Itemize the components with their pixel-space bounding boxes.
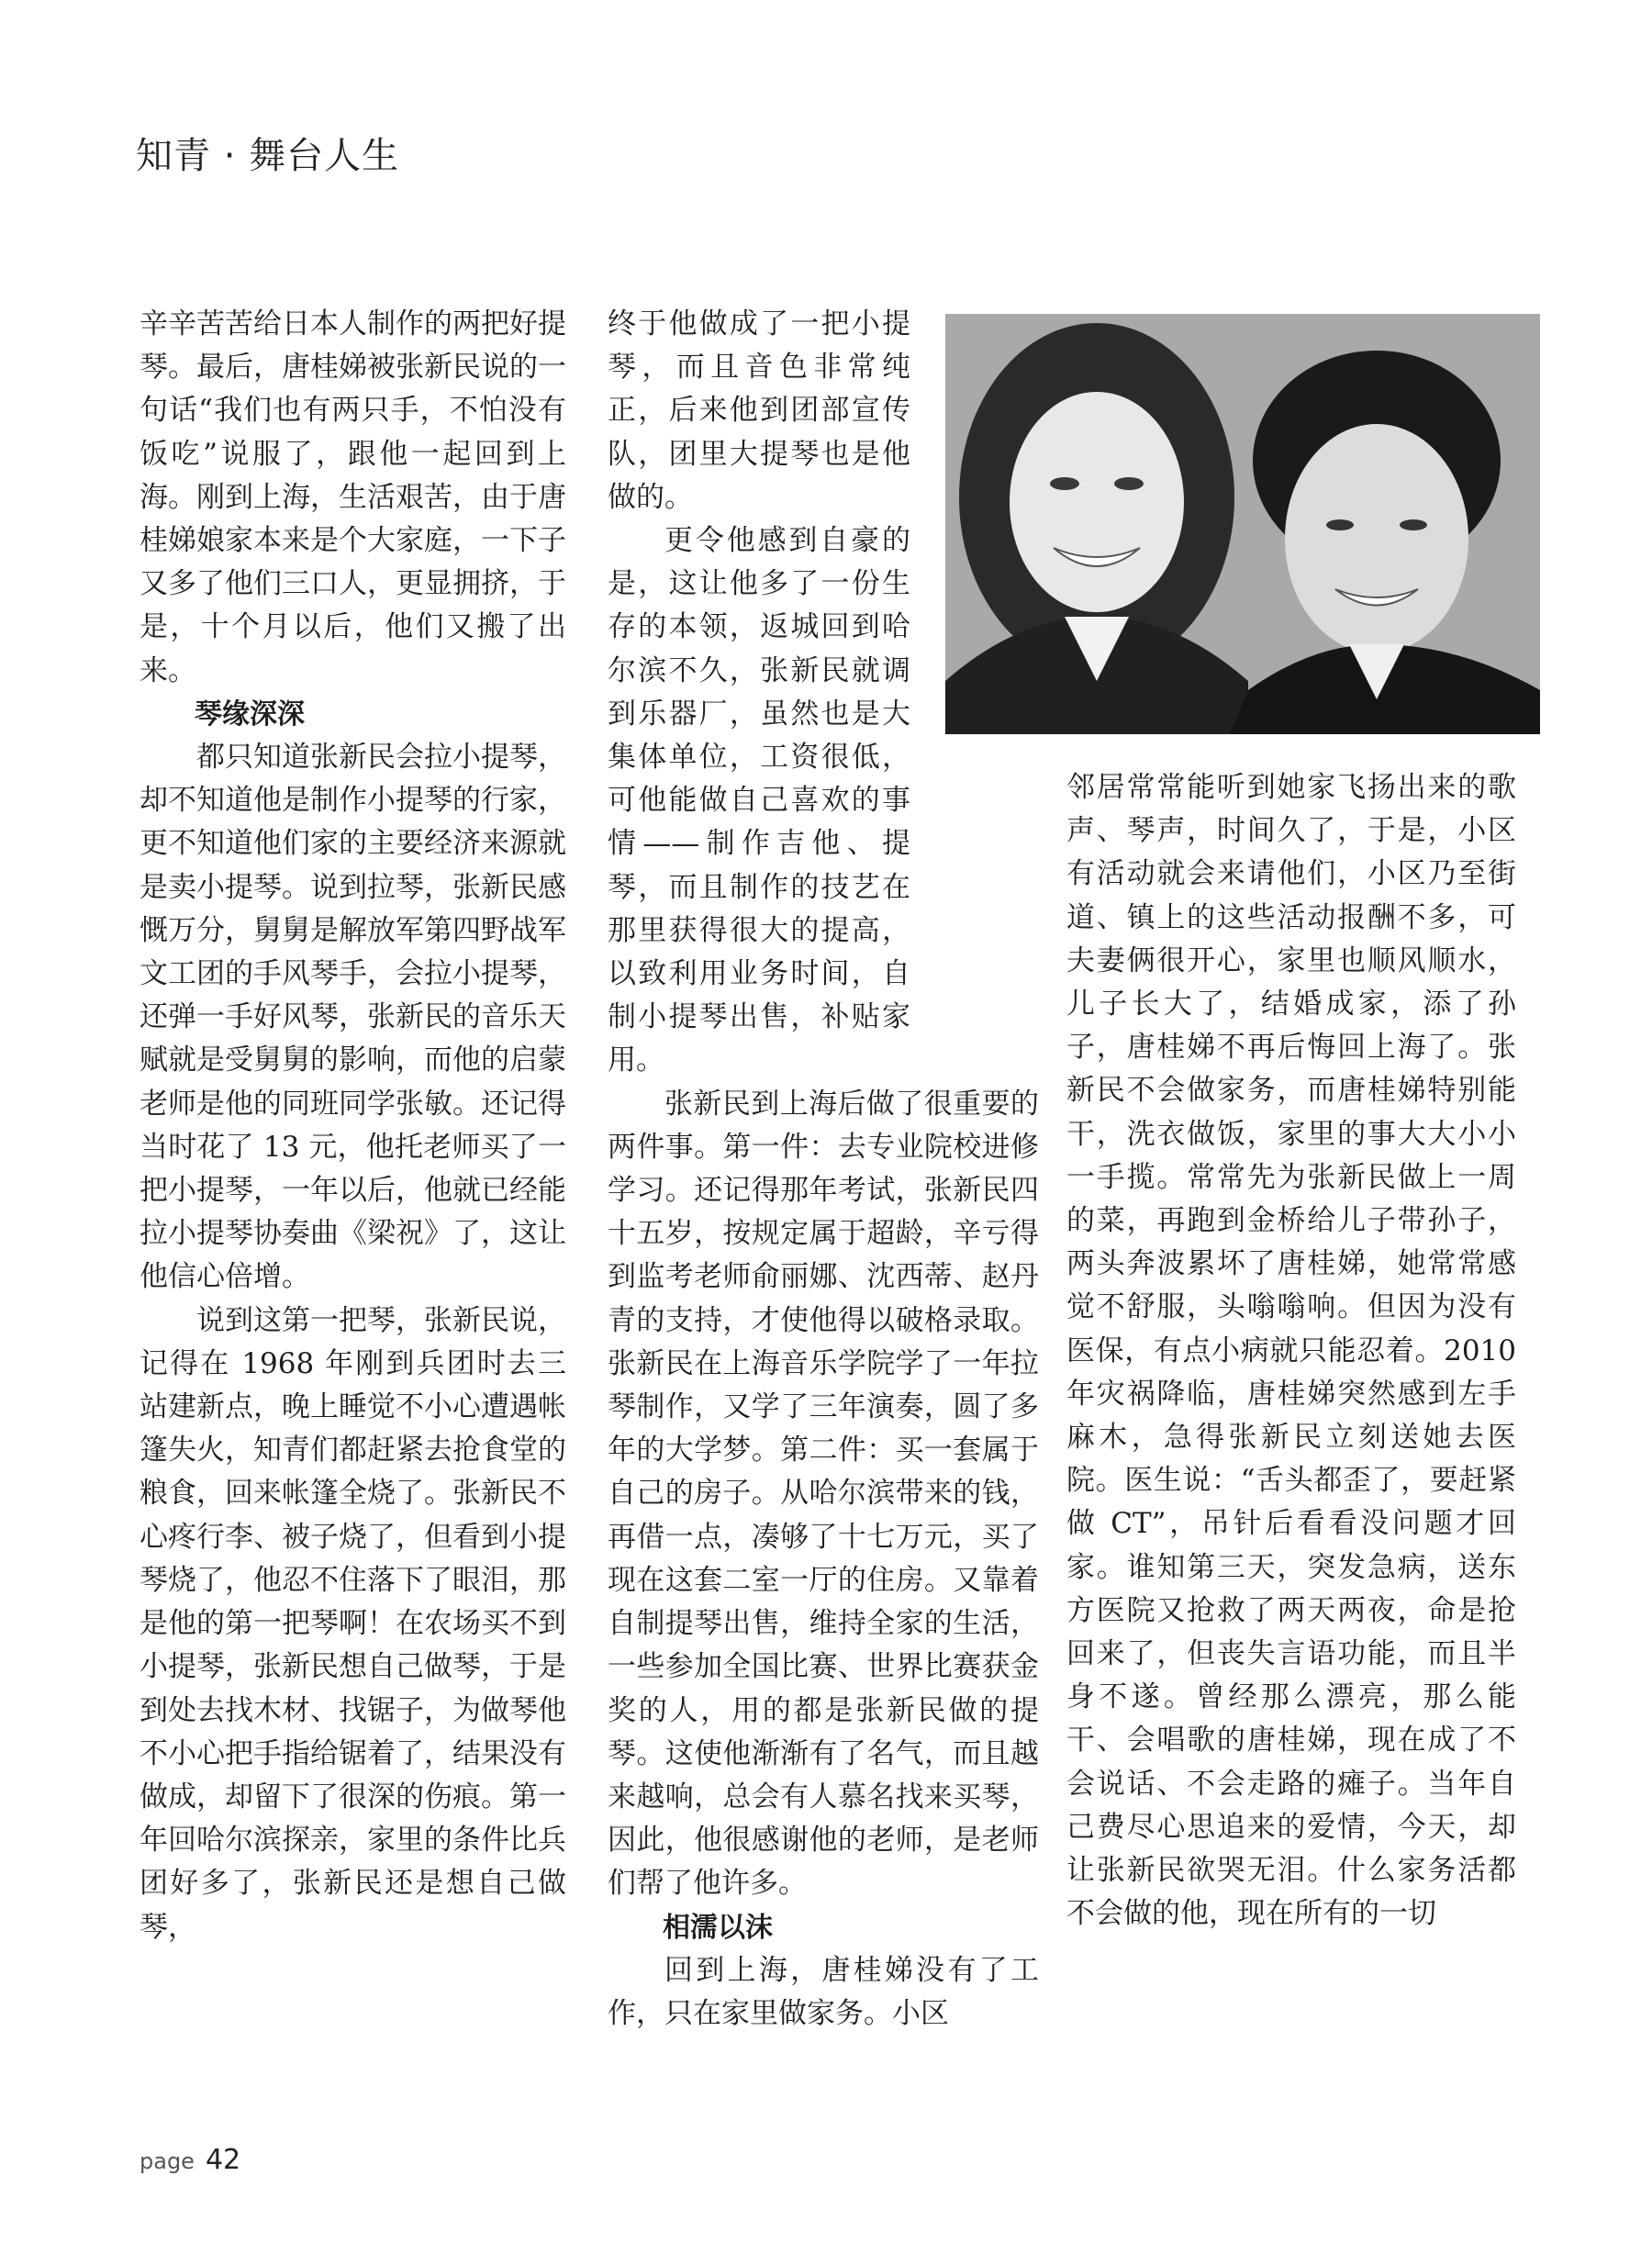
page-number: 42 [205,2144,241,2176]
article-column-3 [1066,766,1516,1936]
paragraph: 说到这第一把琴，张新民说，记得在 1968 年刚到兵团时去三站建新点，晚上睡觉不小心遭遇帐篷失火，知青们都赶紧去抢食堂的粮食，回来帐篷全烧了。张新民不心疼行李、被子烧了，但看到小提琴烧了，他忍不住落下了眼泪，那是他的第一把琴啊！在农场买不到小提琴，张新民想自己做琴，于是到处去找木材、找锯子，为做琴他不小心把手指给锯着了，结果没有做成，却留下了很深的伤痕。第一年回哈尔滨探亲，家里的条件比兵团好多了，张新民还是想自己做琴， [140,1303,566,1944]
section-heading: 相濡以沫 [663,1911,773,1944]
photo-illustration [945,314,1540,734]
page-label: page [140,2148,195,2174]
paragraph: 辛辛苦苦给日本人制作的两把好提琴。最后，唐桂娣被张新民说的一句话“我们也有两只手，不怕没有饭吃”说服了，跟他一起回到上海。刚到上海，生活艰苦，由于唐桂娣娘家本来是个大家庭，一下子又多了他们三口人，更显拥挤，于是，十个月以后，他们又搬了出来。 [140,307,566,687]
paragraph: 邻居常常能听到她家飞扬出来的歌声、琴声，时间久了，于是，小区有活动就会来请他们，小区乃至街道、镇上的这些活动报酬不多，可夫妻俩很开心，家里也顺风顺水，儿子长大了，结婚成家，添了孙子，唐桂娣不再后悔回上海了。张新民不会做家务，而唐桂娣特别能干，洗衣做饭，家里的事大大小小一手揽。常常先为张新民做上一周的菜，再跑到金桥给儿子带孙子，两头奔波累坏了唐桂娣，她常常感觉不舒服，头嗡嗡响。但因为没有医保，有点小病就只能忍着。2010 年灾祸降临，唐桂娣突然感到左手麻木，急得张新民立刻送她去医院。医生说：“舌头都歪了，要赶紧做 CT”，吊针后看看没问题才回家。谁知第三天，突发急病，送东方医院又抢救了两天两夜，命是抢回来了，但丧失言语功能，而且半身不遂。曾经那么漂亮，那么能干、会唱歌的唐桂娣，现在成了不会说话、不会走路的瘫子。当年自己费尽心思追来的爱情，今天，却让张新民欲哭无泪。什么家务活都不会做的他，现在所有的一切 [1066,771,1516,1931]
paragraph: 更令他感到自豪的是，这让他多了一份生存的本领，返城回到哈尔滨不久，张新民就调到乐器厂，虽然也是大集体单位，工资很低，可他能做自己喜欢的事情——制作吉他、提琴，而且制作的技艺在那里获得很大的提高，以致利用业务时间，自制小提琴出售，补贴家用。 [608,524,910,1077]
page-footer [140,2144,240,2176]
paragraph: 张新民到上海后做了很重要的两件事。第一件：去专业院校进修学习。还记得那年考试，张新民四十五岁，按规定属于超龄，辛亏得到监考老师俞丽娜、沈西蒂、赵丹青的支持，才使他得以破格录取。张新民在上海音乐学院学了一年拉琴制作，又学了三年演奏，圆了多年的大学梦。第二件：买一套属于自己的房子。从哈尔滨带来的钱，再借一点，凑够了十七万元，买了现在这套二室一厅的住房。又靠着自制提琴出售，维持全家的生活，一些参加全国比赛、世界比赛获金奖的人，用的都是张新民做的提琴。这使他渐渐有了名气，而且越来越响，总会有人慕名找来买琴，因此，他很感谢他的老师，是老师们帮了他许多。 [608,1087,1039,1901]
paragraph: 终于他做成了一把小提琴，而且音色非常纯正，后来他到团部宣传队，团里大提琴也是他做的。 [608,307,910,514]
section-header: 知青 · 舞台人生 [136,135,400,177]
paragraph: 回到上海，唐桂娣没有了工作，只在家里做家务。小区 [608,1953,1039,2030]
article-column-1 [140,303,566,1949]
couple-photo [945,314,1540,734]
section-heading: 琴缘深深 [195,697,305,731]
paragraph: 都只知道张新民会拉小提琴，却不知道他是制作小提琴的行家，更不知道他们家的主要经济来源就是卖小提琴。说到拉琴，张新民感慨万分，舅舅是解放军第四野战军文工团的手风琴手，会拉小提琴，还弹一手好风琴，张新民的音乐天赋就是受舅舅的影响，而他的启蒙老师是他的同班同学张敏。还记得当时花了 13 元，他托老师买了一把小提琴，一年以后，他就已经能拉小提琴协奏曲《梁祝》了，这让他信心倍增。 [140,741,566,1294]
